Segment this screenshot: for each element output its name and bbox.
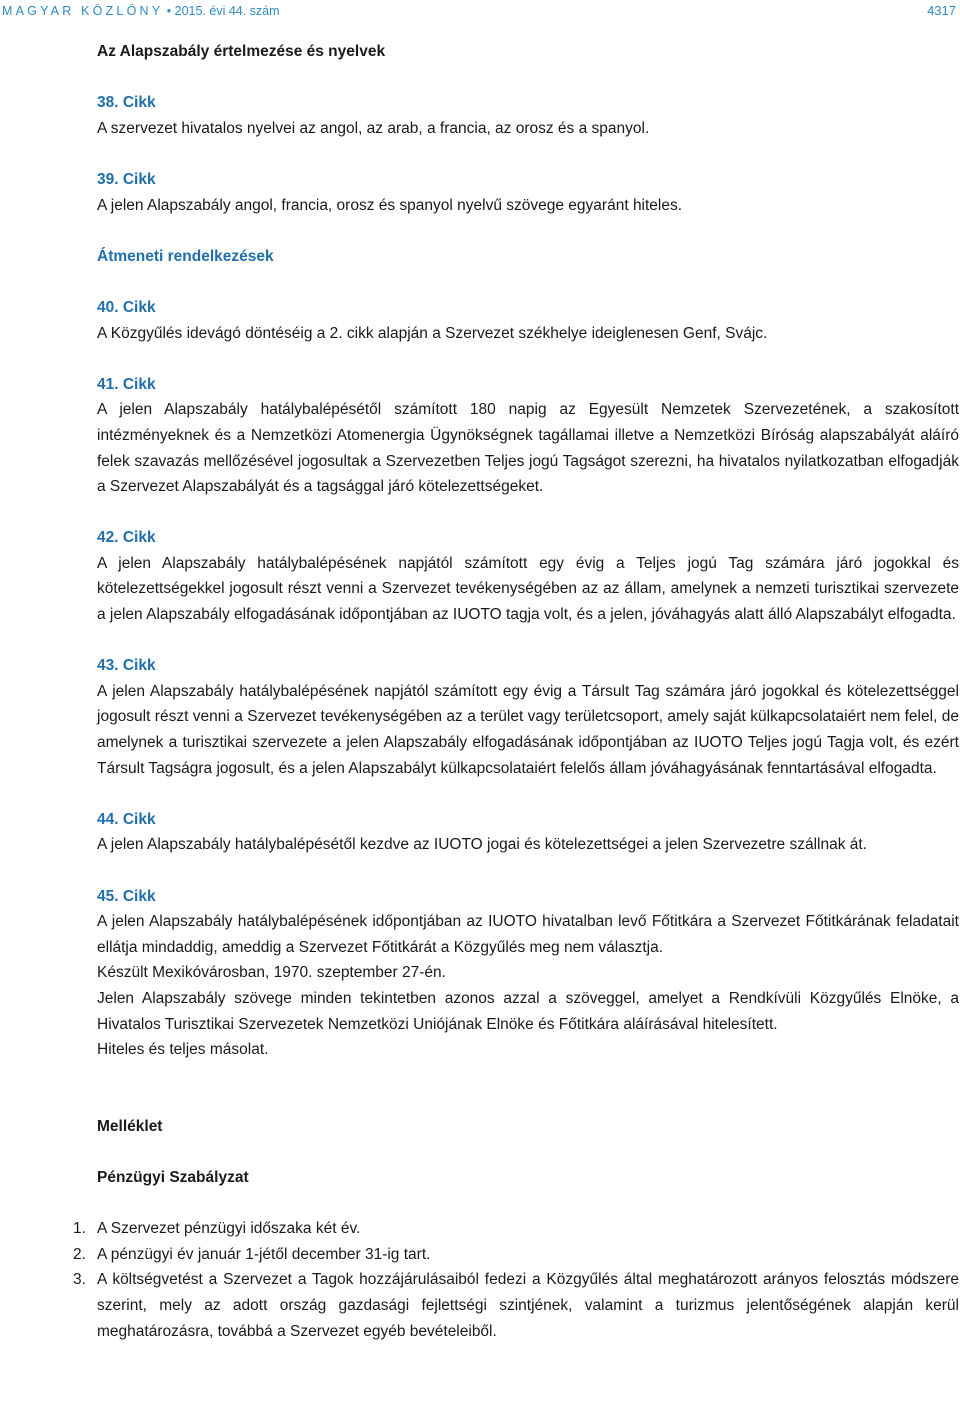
list-item-number: 2. — [73, 1245, 86, 1263]
article-text: A jelen Alapszabály hatálybalépésének időpontjában az IUOTO hivatalban levő Főtitkára a Szervezet Főtitkárának feladatait ellátja mindaddig, ameddig a Szervezet Főtitkárát a Közgyűlés meg nem választja. — [97, 913, 959, 956]
authentication-text: Jelen Alapszabály szövege minden tekintetben azonos azzal a szöveggel, amelyet a Rendkívüli Közgyűlés Elnöke, a Hivatalos Turisztikai Szervezetek Nemzetközi Uniójának Elnöke és Főtitkára aláírásával hitelesített. — [97, 989, 959, 1033]
list-item-text: A költségvetést a Szervezet a Tagok hozzájárulásaiból fedezi a Közgyűlés által meghatározott arányos felosztás módszere szerint, mely az adott ország gazdasági fejlettségi szintjének, valamint a turizmus jelentőségének alapján kerül meghatározásra, továbbá a Szervezet egyéb bevételeiből. — [97, 1271, 959, 1340]
article-text: A jelen Alapszabály hatálybalépésétől számított 180 napig az Egyesült Nemzetek Szervezetének, a szakosított intézményeknek és a Nemzetközi Atomenergia Ügynökségnek tagállamai illetve a Nemzetközi Bíróság alapszabályát aláíró felek szavazás mellőzésével jogosultak a Szervezetben Teljes jogú Tagságot szerezni, ha hivatalos nyilatkozatban elfogadják a Szervezet Alapszabályát és a tagsággal járó kötelezettségeket. — [97, 401, 959, 496]
section-heading-interpretation — [97, 39, 959, 65]
article-45 — [97, 884, 959, 1063]
section-heading: Átmeneti rendelkezések — [97, 247, 274, 265]
list-item — [73, 1242, 959, 1268]
list-item-number: 3. — [73, 1271, 86, 1289]
page-content — [73, 39, 959, 1344]
article-title: 44. Cikk — [97, 810, 156, 828]
list-item-text: A pénzügyi év január 1-jétől december 31-ig tart. — [97, 1245, 431, 1263]
list-item-text: A Szervezet pénzügyi időszaka két év. — [97, 1220, 361, 1238]
article-38 — [97, 90, 959, 141]
page-header — [0, 0, 960, 20]
article-text: A Közgyűlés idevágó döntéséig a 2. cikk alapján a Szervezet székhelye ideiglenesen Genf, Svájc. — [97, 324, 768, 342]
article-42 — [97, 525, 959, 627]
financial-rules-list — [73, 1216, 959, 1344]
header-bullet: • — [166, 4, 172, 18]
header-publication-info — [2, 2, 280, 20]
section-heading: Az Alapszabály értelmezése és nyelvek — [97, 43, 386, 60]
article-title: 42. Cikk — [97, 529, 156, 547]
article-text: A jelen Alapszabály hatálybalépésének napjától számított egy évig a Társult Tag számára járó jogokkal és kötelezettséggel jogosult részt venni a Szervezet tevékenységében az a terület vagy területcsoport, amely saját külkapcsolataiért nem felel, de amelynek a turisztikai szervezete a jelen Alapszabály elfogadásának időpontjában az IUOTO Teljes jogú Tagja volt, és ezért Társult Tagságra jogosult, és a jelen Alapszabályt külkapcsolataiért felelős állam jóváhagyásának fenntartásával elfogadta. — [97, 682, 959, 777]
list-item — [73, 1216, 959, 1242]
annex-label: Melléklet — [97, 1117, 163, 1135]
article-text: A jelen Alapszabály hatálybalépésétől kezdve az IUOTO jogai és kötelezettségei a jelen Szervezetre szállnak át. — [97, 836, 867, 854]
article-title: 40. Cikk — [97, 298, 156, 316]
list-item-number: 1. — [73, 1220, 86, 1238]
article-text: A jelen Alapszabály angol, francia, orosz és spanyol nyelvű szövege egyaránt hiteles. — [97, 196, 683, 214]
article-41 — [97, 372, 959, 500]
article-40 — [97, 295, 959, 346]
annex-title: Pénzügyi Szabályzat — [97, 1168, 249, 1186]
issue-label: 2015. évi 44. szám — [174, 4, 280, 18]
article-title: 39. Cikk — [97, 170, 156, 188]
section-heading-transitional — [97, 244, 959, 270]
article-text: A jelen Alapszabály hatálybalépésének napjától számított egy évig a Teljes jogú Tag számára járó jogokkal és kötelezettségekkel jogosult részt venni a Szervezet tevékenységében az az állam, amelynek a nemzeti turisztikai szervezete a jelen Alapszabály elfogadásának időpontjában az IUOTO tagja volt, és a jelen, jóváhagyás alatt álló Alapszabályt elfogadta. — [97, 554, 959, 624]
page-number: 4317 — [927, 3, 956, 18]
publication-name: MAGYAR KÖZLÖNY — [2, 4, 164, 18]
signing-place-date: Készült Mexikóvárosban, 1970. szeptember 27-én. — [97, 964, 446, 982]
article-43 — [97, 653, 959, 781]
annex-title-block — [97, 1165, 959, 1191]
list-item — [73, 1267, 959, 1344]
article-title: 41. Cikk — [97, 375, 156, 393]
annex-label-block — [97, 1114, 959, 1140]
certified-copy-note: Hiteles és teljes másolat. — [97, 1041, 269, 1059]
article-text: A szervezet hivatalos nyelvei az angol, az arab, a francia, az orosz és a spanyol. — [97, 119, 650, 137]
article-39 — [97, 167, 959, 218]
article-title: 43. Cikk — [97, 657, 156, 675]
article-44 — [97, 807, 959, 858]
article-title: 45. Cikk — [97, 887, 156, 905]
article-title: 38. Cikk — [97, 94, 156, 112]
